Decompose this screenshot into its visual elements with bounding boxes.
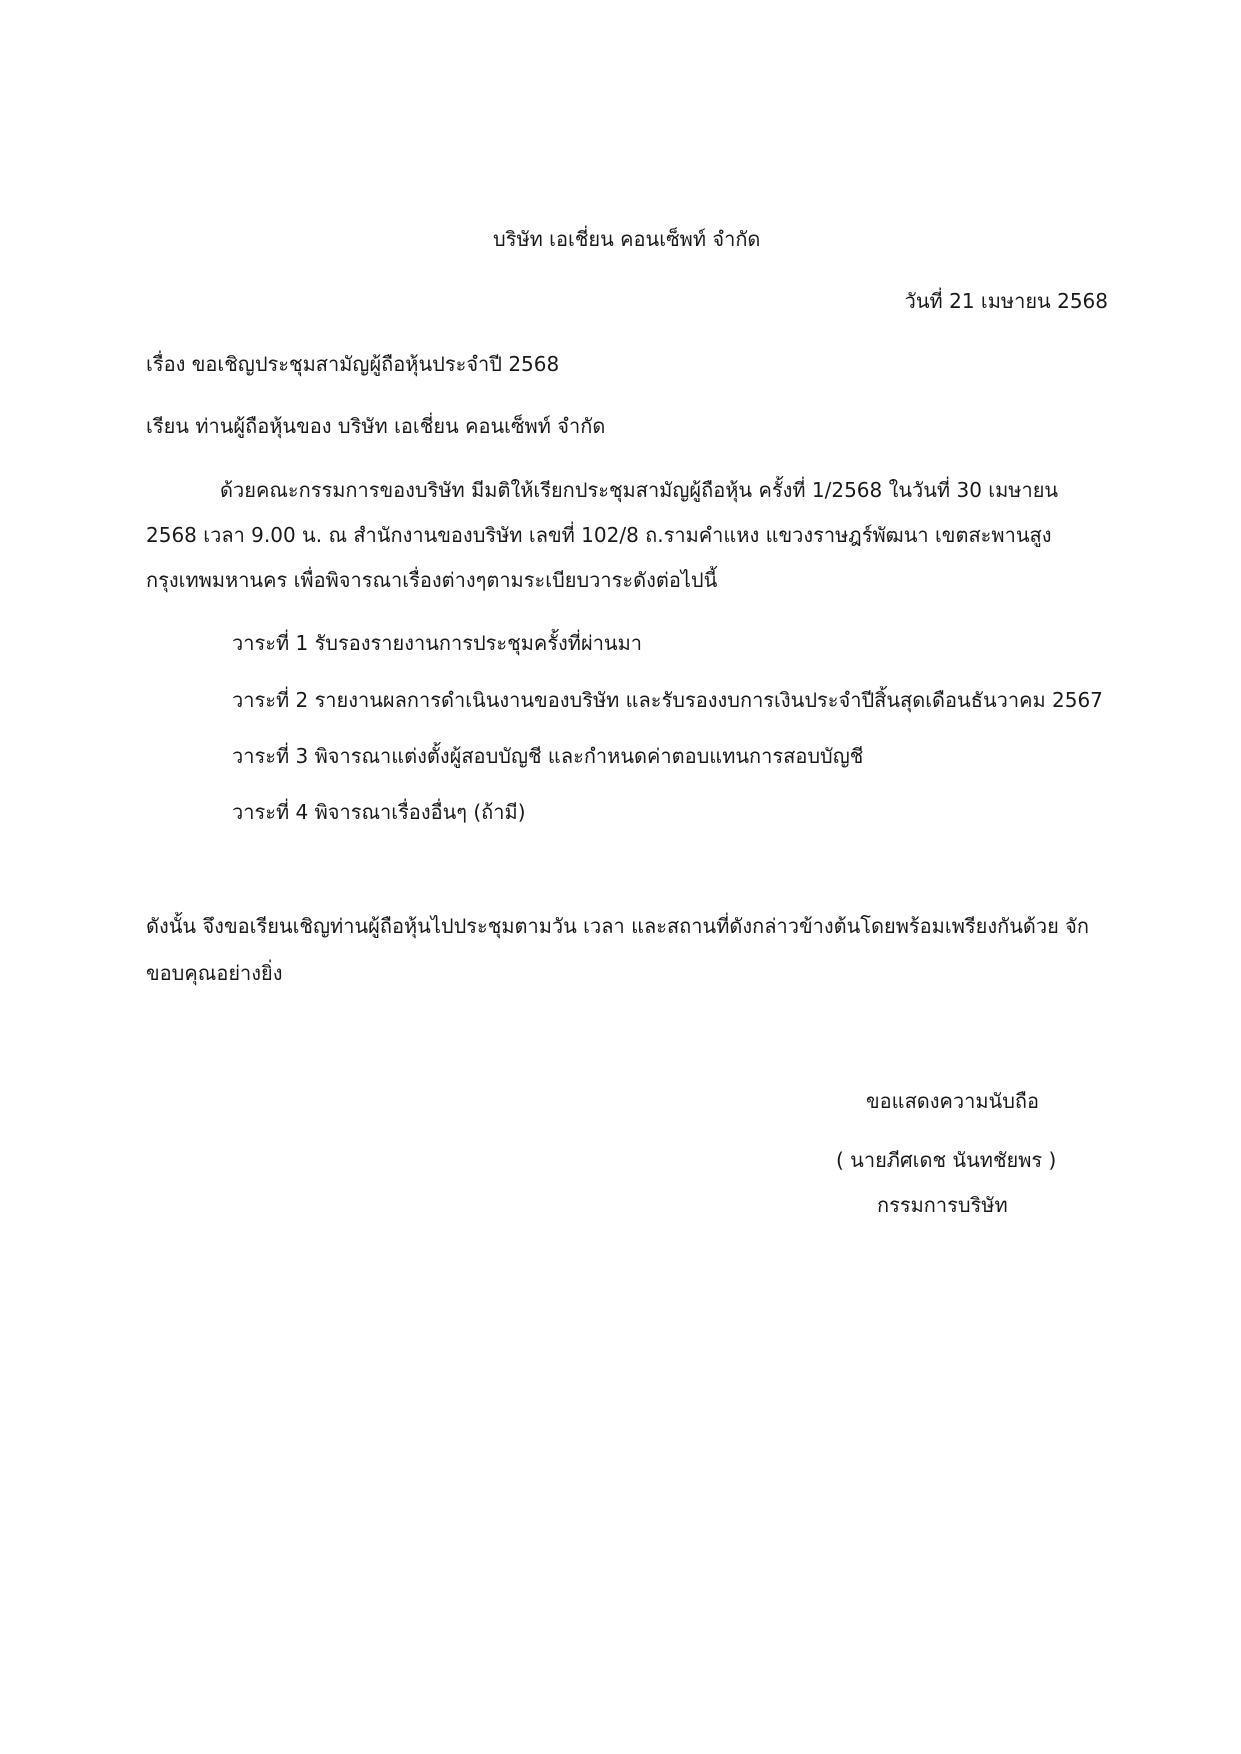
body-line: ด้วยคณะกรรมการของบริษัท มีมติให้เรียกประชุมสามัญผู้ถือหุ้น ครั้งที่ 1/2568 ในวันที่ 30 เมษายน [220, 478, 1059, 502]
letter-salutation: เรียน ท่านผู้ถือหุ้นของ บริษัท เอเชี่ยน คอนเซ็พท์ จำกัด [146, 414, 606, 438]
agenda-item: วาระที่ 2 รายงานผลการดำเนินงานของบริษัท และรับรองงบการเงินประจำปีสิ้นสุดเดือนธันวาคม 2567 [232, 688, 1103, 712]
sign-off: ขอแสดงความนับถือ [866, 1089, 1040, 1113]
agenda-item: วาระที่ 4 พิจารณาเรื่องอื่นๆ (ถ้ามี) [232, 800, 526, 824]
letter-date: วันที่ 21 เมษายน 2568 [904, 289, 1108, 313]
agenda-item: วาระที่ 3 พิจารณาแต่งตั้งผู้สอบบัญชี และกำหนดค่าตอบแทนการสอบบัญชี [232, 744, 864, 768]
closing-line: ขอบคุณอย่างยิ่ง [146, 961, 283, 985]
agenda-item: วาระที่ 1 รับรองรายงานการประชุมครั้งที่ผ่านมา [232, 631, 643, 655]
closing-line: ดังนั้น จึงขอเรียนเชิญท่านผู้ถือหุ้นไปประชุมตามวัน เวลา และสถานที่ดังกล่าวข้างต้นโดยพร้อมเพรียงกันด้วย จัก [146, 914, 1090, 938]
company-name: บริษัท เอเชี่ยน คอนเซ็พท์ จำกัด [493, 227, 761, 251]
body-line: กรุงเทพมหานคร เพื่อพิจารณาเรื่องต่างๆตามระเบียบวาระดังต่อไปนี้ [146, 568, 718, 592]
body-line: 2568 เวลา 9.00 น. ณ สำนักงานของบริษัท เลขที่ 102/8 ถ.รามคำแหง แขวงราษฎร์พัฒนา เขตสะพานสูง [146, 523, 1052, 547]
signer-name: ( นายภีศเดช นันทชัยพร ) [836, 1148, 1057, 1172]
letter-subject: เรื่อง ขอเชิญประชุมสามัญผู้ถือหุ้นประจำปี 2568 [146, 352, 560, 376]
signer-title: กรรมการบริษัท [877, 1193, 1008, 1217]
